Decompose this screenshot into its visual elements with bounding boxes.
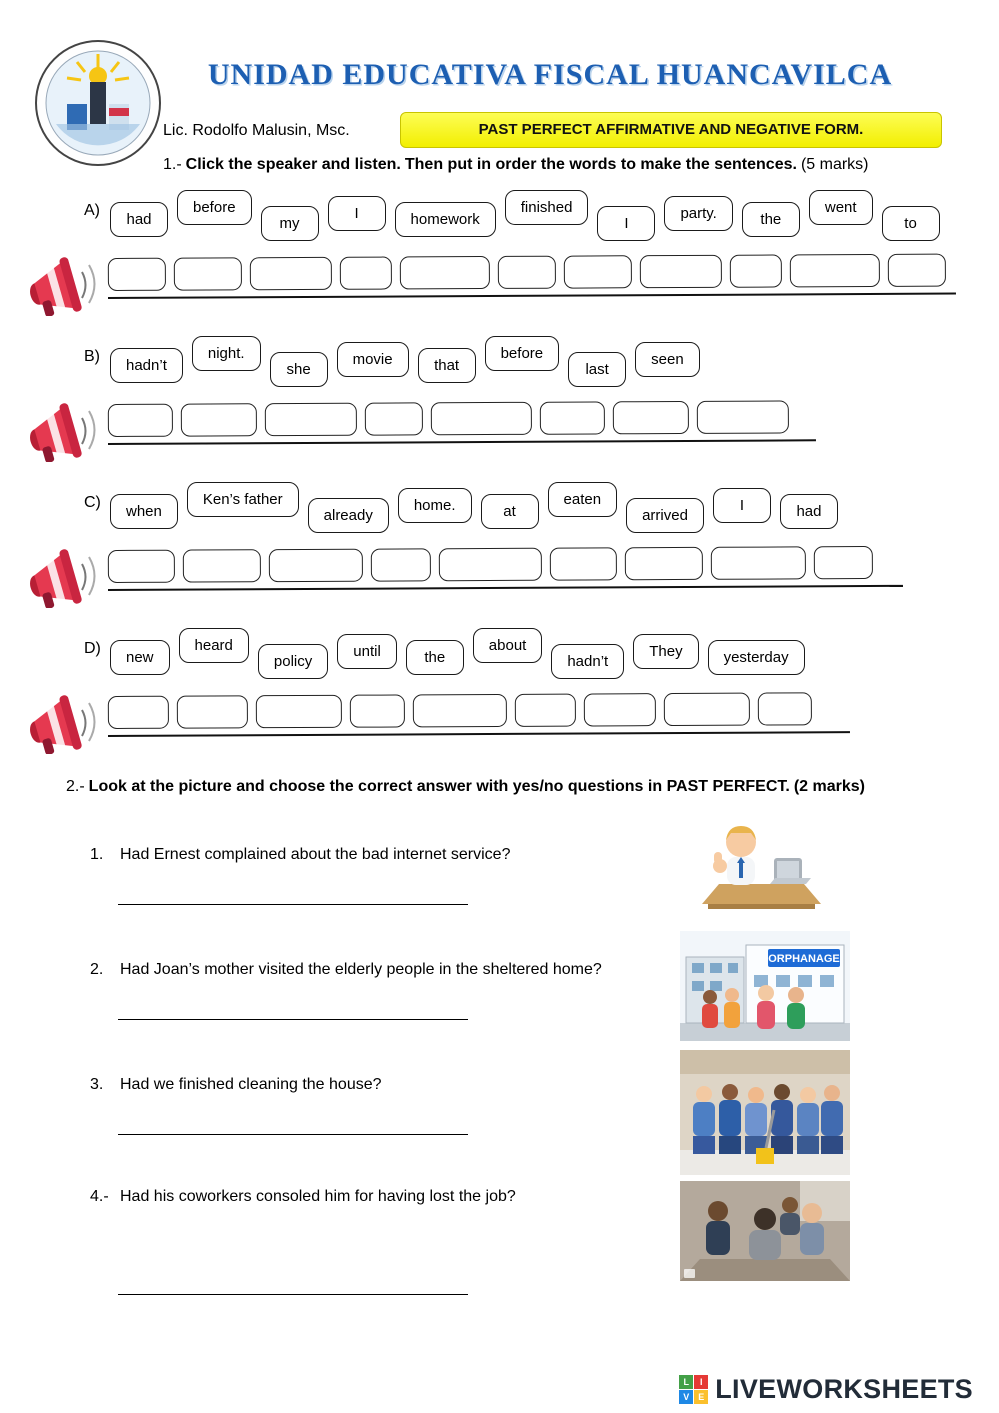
header xyxy=(0,0,999,190)
answer-blank[interactable] xyxy=(813,546,873,579)
word-chip[interactable]: new xyxy=(110,640,170,675)
logo-square-i: I xyxy=(694,1375,708,1389)
word-chip[interactable]: I xyxy=(328,196,386,231)
answer-blank[interactable] xyxy=(340,257,392,290)
question-text xyxy=(90,1188,999,1206)
answer-blank[interactable] xyxy=(431,402,532,436)
answer-row xyxy=(0,546,999,622)
answer-blank[interactable] xyxy=(550,547,617,580)
answer-blank[interactable] xyxy=(711,546,805,579)
word-chip[interactable]: yesterday xyxy=(708,640,805,675)
svg-text:ORPHANAGE: ORPHANAGE xyxy=(768,953,840,965)
logo-square-v: V xyxy=(679,1390,693,1404)
question-image-orphanage-visit xyxy=(680,931,850,1041)
answer-blank[interactable] xyxy=(790,254,880,287)
topic-banner: PAST PERFECT AFFIRMATIVE AND NEGATIVE FORM. xyxy=(400,112,942,148)
question-body: Had his coworkers consoled him for having lost the job? xyxy=(120,1188,516,1205)
answer-blank[interactable] xyxy=(758,692,813,725)
answer-blank[interactable] xyxy=(350,694,405,727)
instruction-text: Click the speaker and listen. xyxy=(185,156,401,173)
answer-blank[interactable] xyxy=(365,402,423,435)
word-chip[interactable]: when xyxy=(110,494,178,529)
word-chip[interactable]: They xyxy=(633,634,698,669)
question xyxy=(90,1153,999,1313)
liveworksheets-logo-icon xyxy=(679,1375,708,1404)
exercise1-marks: (5 marks) xyxy=(800,156,869,173)
word-chip[interactable]: about xyxy=(473,628,543,663)
answer-blank[interactable] xyxy=(108,550,175,583)
word-chip[interactable]: that xyxy=(418,348,476,383)
word-chip[interactable]: hadn’t xyxy=(110,348,183,383)
answer-blank[interactable] xyxy=(269,549,363,582)
answer-line[interactable] xyxy=(118,1019,468,1020)
word-chip[interactable]: arrived xyxy=(626,498,704,533)
instruction-text: Look at the picture and choose the correct answer with yes/no questions in PAST PERFECT. xyxy=(88,778,790,795)
exercise1-row xyxy=(0,628,999,774)
exercise1-instruction xyxy=(163,156,973,174)
word-chips xyxy=(110,336,993,387)
school-logo xyxy=(33,38,163,168)
exercise2-number: 2.- xyxy=(66,778,85,795)
word-chip[interactable]: my xyxy=(261,206,319,241)
answer-blank[interactable] xyxy=(640,255,722,288)
footer-brand xyxy=(679,1374,973,1405)
exercise1-number: 1.- xyxy=(163,156,182,173)
question-text xyxy=(90,1076,999,1094)
speaker-icon[interactable] xyxy=(22,690,100,754)
teacher-name: Lic. Rodolfo Malusin, Msc. xyxy=(163,122,350,139)
answer-blank[interactable] xyxy=(400,256,490,289)
word-chip[interactable]: I xyxy=(713,488,771,523)
word-chip[interactable]: party. xyxy=(664,196,732,231)
word-chip[interactable]: home. xyxy=(398,488,472,523)
answer-blank[interactable] xyxy=(250,257,332,290)
row-label: A) xyxy=(84,202,100,219)
answer-blank[interactable] xyxy=(177,695,249,728)
word-chip[interactable]: already xyxy=(308,498,389,533)
logo-square-l: L xyxy=(679,1375,693,1389)
answer-blank[interactable] xyxy=(625,547,703,580)
answer-blank[interactable] xyxy=(108,696,169,729)
answer-blank[interactable] xyxy=(413,694,508,727)
word-chip[interactable]: the xyxy=(742,202,800,237)
word-chips xyxy=(110,190,993,241)
word-chips xyxy=(110,482,993,533)
answer-blank[interactable] xyxy=(181,403,257,436)
exercise1-row xyxy=(0,482,999,628)
word-chip[interactable]: before xyxy=(485,336,560,371)
answer-blanks xyxy=(108,692,850,737)
word-chip[interactable]: until xyxy=(337,634,397,669)
answer-blank[interactable] xyxy=(664,693,750,726)
answer-blank[interactable] xyxy=(515,694,576,727)
word-chip[interactable]: homework xyxy=(395,202,496,237)
word-chip[interactable]: seen xyxy=(635,342,700,377)
exercise1-row xyxy=(0,190,999,336)
answer-blank[interactable] xyxy=(730,254,782,287)
answer-row xyxy=(0,254,999,330)
question xyxy=(90,808,999,923)
row-label: D) xyxy=(84,640,101,657)
word-chip[interactable]: eaten xyxy=(548,482,618,517)
instruction-text: Then put in order the words to make the sentences. xyxy=(404,156,797,173)
word-chip[interactable]: before xyxy=(177,190,252,225)
exercise1-row xyxy=(0,336,999,482)
answer-blank[interactable] xyxy=(498,256,556,289)
answer-blank[interactable] xyxy=(182,549,260,582)
question-text xyxy=(90,961,999,979)
word-chip[interactable]: hadn’t xyxy=(551,644,624,679)
answer-blank[interactable] xyxy=(564,255,632,288)
row-label: B) xyxy=(84,348,100,365)
question-image-man-with-laptop-thumbs-up xyxy=(694,808,829,918)
answer-blank[interactable] xyxy=(439,548,543,582)
question xyxy=(90,923,999,1038)
question-number: 3. xyxy=(90,1076,104,1093)
word-chip[interactable]: at xyxy=(481,494,539,529)
exercise2-questions xyxy=(0,808,999,1313)
word-chip[interactable]: night. xyxy=(192,336,261,371)
word-chip[interactable]: movie xyxy=(337,342,409,377)
question-body: Had we finished cleaning the house? xyxy=(120,1076,382,1093)
answer-blank[interactable] xyxy=(371,548,431,581)
word-chip[interactable]: finished xyxy=(505,190,589,225)
answer-line[interactable] xyxy=(118,904,468,905)
question-body: Had Ernest complained about the bad internet service? xyxy=(120,846,511,863)
question-image-coworkers-consoling xyxy=(680,1181,850,1281)
answer-blank[interactable] xyxy=(108,258,166,291)
exercise2-instruction xyxy=(66,778,946,796)
liveworksheets-wordmark[interactable]: LIVEWORKSHEETS xyxy=(715,1374,973,1404)
speaker-icon[interactable] xyxy=(22,544,100,608)
word-chip[interactable]: policy xyxy=(258,644,328,679)
speaker-icon[interactable] xyxy=(22,252,100,316)
word-chip[interactable]: Ken’s father xyxy=(187,482,299,517)
word-chip[interactable]: had xyxy=(780,494,838,529)
question xyxy=(90,1038,999,1153)
word-chip[interactable]: went xyxy=(809,190,873,225)
answer-blank[interactable] xyxy=(540,401,605,434)
answer-line[interactable] xyxy=(118,1294,468,1295)
answer-blank[interactable] xyxy=(584,693,656,726)
speaker-icon[interactable] xyxy=(22,398,100,462)
answer-blank[interactable] xyxy=(613,401,689,434)
exercise1-rows xyxy=(0,190,999,774)
question-number: 2. xyxy=(90,961,104,978)
answer-blanks xyxy=(108,254,956,299)
exercise2-marks: (2 marks) xyxy=(793,778,865,795)
row-label: C) xyxy=(84,494,101,511)
word-chip[interactable]: the xyxy=(406,640,464,675)
answer-line[interactable] xyxy=(118,1134,468,1135)
answer-row xyxy=(0,400,999,476)
answer-blank[interactable] xyxy=(697,400,789,433)
answer-row xyxy=(0,692,999,768)
answer-blank[interactable] xyxy=(256,695,342,728)
question-text xyxy=(90,846,999,864)
word-chip[interactable]: heard xyxy=(179,628,249,663)
question-body: Had Joan’s mother visited the elderly people in the sheltered home? xyxy=(120,961,602,978)
question-number: 1. xyxy=(90,846,104,863)
word-chip[interactable]: I xyxy=(597,206,655,241)
question-number: 4.- xyxy=(90,1188,109,1205)
answer-blank[interactable] xyxy=(888,254,946,287)
school-name: UNIDAD EDUCATIVA FISCAL HUANCAVILCA xyxy=(207,58,893,91)
answer-blank[interactable] xyxy=(174,257,242,290)
word-chips xyxy=(110,628,993,679)
answer-blanks xyxy=(108,546,903,591)
word-chip[interactable]: last xyxy=(568,352,626,387)
answer-blank[interactable] xyxy=(108,404,173,437)
word-chip[interactable]: had xyxy=(110,202,168,237)
word-chip[interactable]: to xyxy=(882,206,940,241)
answer-blanks xyxy=(108,400,816,445)
logo-square-e: E xyxy=(694,1390,708,1404)
answer-blank[interactable] xyxy=(265,403,357,436)
word-chip[interactable]: she xyxy=(270,352,328,387)
